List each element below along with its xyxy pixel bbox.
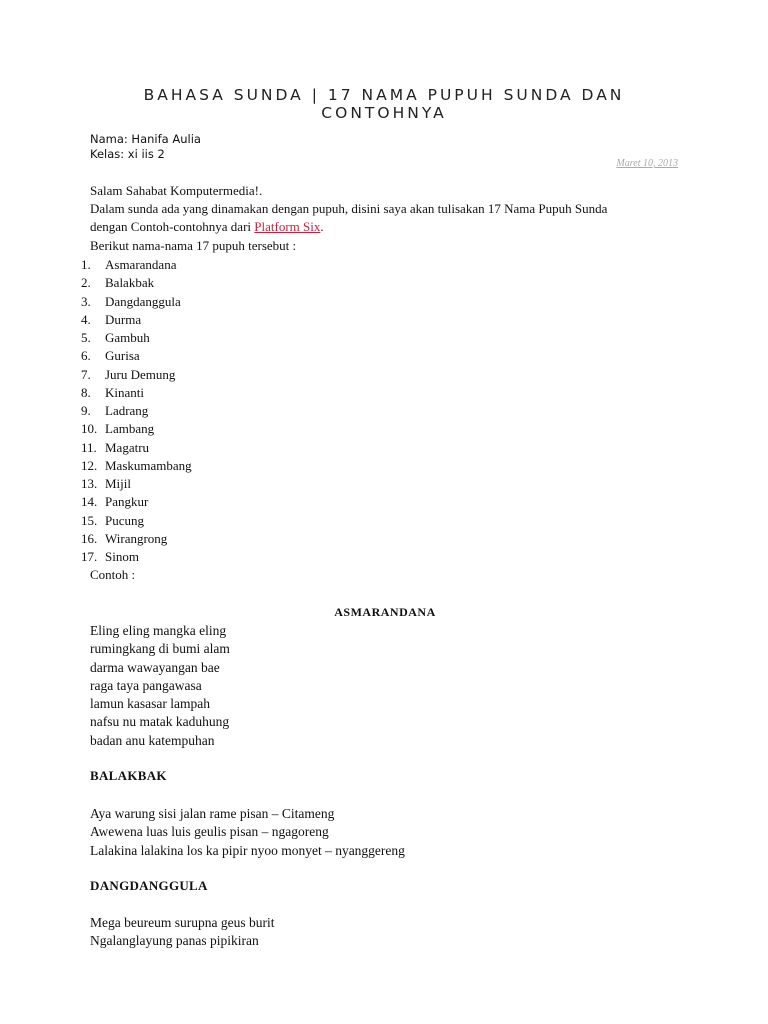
list-item [81, 256, 192, 274]
verse-line: rumingkang di bumi alam [90, 641, 230, 657]
pupuh-list [81, 256, 192, 566]
page-title [100, 86, 668, 122]
list-item-number: 1. [81, 257, 91, 272]
list-item-number: 3. [81, 293, 91, 309]
list-item-name: Asmarandana [105, 257, 177, 272]
intro-line-3-prefix: dengan Contoh-contohnya dari [90, 219, 255, 235]
verse-line: lamun kasasar lampah [90, 696, 210, 712]
list-item-name: Pangkur [105, 494, 149, 510]
author-name: Nama: Hanifa Aulia [90, 132, 201, 146]
list-item [81, 530, 192, 548]
section-heading-balakbak: BALAKBAK [90, 768, 167, 783]
list-item-number: 15. [81, 512, 98, 528]
list-item [81, 329, 192, 347]
section-heading-asmarandana: ASMARANDANA [334, 605, 436, 619]
verse-balakbak [90, 805, 405, 860]
list-item-number: 6. [81, 348, 91, 364]
list-item-name: Wirangrong [105, 530, 168, 546]
list-item-number: 13. [81, 476, 98, 491]
list-item [81, 274, 192, 292]
list-item-number: 7. [81, 366, 91, 382]
list-item-name: Kinanti [105, 384, 144, 400]
list-item-name: Pucung [105, 512, 144, 528]
verse-line: Lalakina lalakina los ka pipir nyoo monyet – nyanggereng [90, 842, 405, 858]
list-item [81, 384, 192, 402]
list-item-name: Juru Demung [105, 366, 176, 382]
verse-line: nafsu nu matak kaduhung [90, 714, 230, 730]
verse-asmarandana [90, 622, 230, 750]
verse-dangdanggula [90, 914, 274, 951]
intro-line-4: Berikut nama-nama 17 pupuh tersebut : [90, 237, 297, 253]
intro-line-3-suffix: . [320, 219, 324, 235]
list-item [81, 347, 192, 365]
list-item-number: 14. [81, 494, 98, 510]
verse-line: Eling eling mangka eling [90, 623, 227, 638]
list-item [81, 439, 192, 457]
intro-line-2: Dalam sunda ada yang dinamakan dengan pupuh, disini saya akan tulisakan 17 Nama Pupuh Sunda [90, 201, 608, 217]
list-item [81, 311, 192, 329]
list-item-number: 16. [81, 530, 98, 546]
list-item [81, 293, 192, 311]
list-item-number: 10. [81, 421, 98, 437]
list-item-number: 17. [81, 549, 98, 564]
list-item-name: Ladrang [105, 403, 149, 418]
list-item-number: 9. [81, 403, 91, 418]
list-item-name: Mijil [105, 476, 132, 491]
post-date[interactable]: Maret 10, 2013 [616, 158, 678, 169]
verse-line: darma wawayangan bae [90, 659, 220, 675]
list-item-name: Maskumambang [105, 457, 192, 473]
author-class: Kelas: xi iis 2 [90, 147, 165, 161]
list-item [81, 548, 192, 566]
verse-line: Mega beureum surupna geus burit [90, 915, 275, 930]
list-item-name: Balakbak [105, 275, 155, 291]
list-item-name: Gambuh [105, 330, 150, 345]
verse-line: raga taya pangawasa [90, 677, 202, 693]
list-item-number: 12. [81, 457, 98, 473]
intro-line-3 [90, 218, 680, 236]
list-item [81, 512, 192, 530]
list-item-name: Gurisa [105, 348, 140, 364]
list-item-number: 8. [81, 384, 91, 400]
list-item-name: Durma [105, 311, 142, 327]
section-heading-dangdanggula: DANGDANGGULA [90, 878, 208, 893]
list-item-number: 11. [81, 439, 97, 455]
list-item-number: 4. [81, 311, 91, 327]
intro-greeting: Salam Sahabat Komputermedia!. [90, 183, 263, 198]
list-item-name: Sinom [105, 549, 139, 564]
verse-line: Awewena luas luis geulis pisan – ngagoreng [90, 824, 329, 840]
intro-text [90, 182, 680, 255]
list-item [81, 475, 192, 493]
list-item [81, 402, 192, 420]
list-item [81, 457, 192, 475]
platform-six-link[interactable]: Platform Six [254, 219, 321, 235]
list-item [81, 493, 192, 511]
list-item-name: Magatru [105, 439, 150, 455]
author-info [90, 132, 201, 162]
list-item [81, 420, 192, 438]
verse-line: badan anu katempuhan [90, 732, 215, 748]
list-item [81, 366, 192, 384]
list-item-name: Dangdanggula [105, 293, 181, 309]
title-line-2: CONTOHNYA [321, 104, 447, 122]
list-item-number: 5. [81, 330, 91, 345]
verse-line: Aya warung sisi jalan rame pisan – Citameng [90, 806, 335, 821]
list-item-number: 2. [81, 275, 91, 291]
list-item-name: Lambang [105, 421, 155, 437]
title-line-1: BAHASA SUNDA | 17 NAMA PUPUH SUNDA DAN [143, 86, 625, 104]
contoh-label: Contoh : [90, 567, 136, 582]
verse-line: Ngalanglayung panas pipikiran [90, 933, 259, 949]
